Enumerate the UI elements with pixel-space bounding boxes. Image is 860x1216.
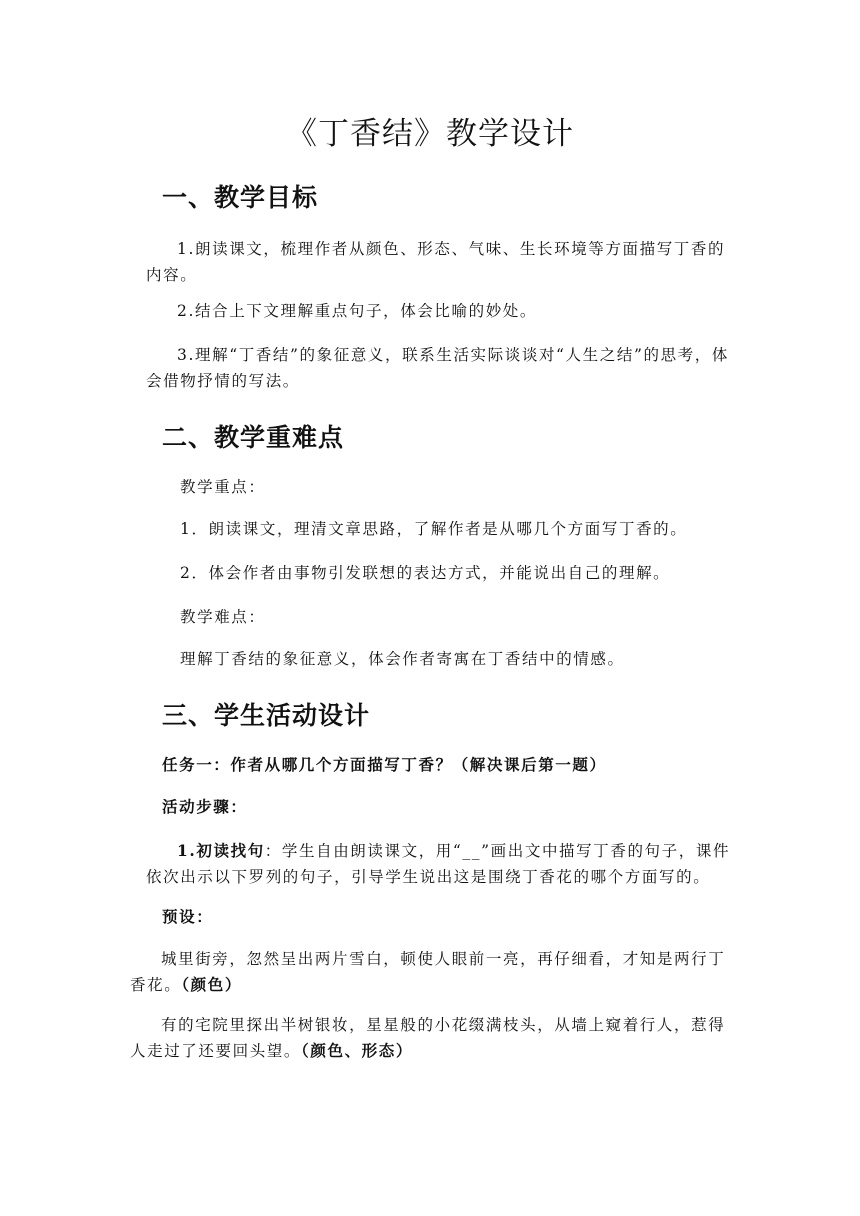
key-point-item-1: 1．朗读课文，理清文章思路，了解作者是从哪几个方面写丁香的。 xyxy=(180,520,688,538)
preset-1-tag: （颜色） xyxy=(181,975,242,994)
difficult-points-label: 教学难点： xyxy=(180,608,266,626)
section-heading-key-points: 二、教学重难点 xyxy=(162,423,345,452)
section-heading-objectives: 一、教学目标 xyxy=(162,183,319,212)
objective-item-3: 3.理解“丁香结”的象征意义，联系生活实际谈谈对“人生之结”的思考，体会借物抒情的写法。 xyxy=(146,346,729,390)
objective-item-2: 2.结合上下文理解重点句子，体会比喻的妙处。 xyxy=(177,302,537,320)
preset-sentence-2 xyxy=(130,1012,736,1064)
key-point-item-2: 2．体会作者由事物引发联想的表达方式，并能说出自己的理解。 xyxy=(180,564,671,582)
key-points-label: 教学重点： xyxy=(180,478,266,496)
difficult-point-text: 理解丁香结的象征意义，体会作者寄寓在丁香结中的情感。 xyxy=(180,650,625,668)
step-1-title: 1.初读找句 xyxy=(177,841,265,860)
preset-1-text: 城里街旁，忽然呈出两片雪白，顿使人眼前一亮，再仔细看，才知是两行丁香花。 xyxy=(130,950,726,994)
step-1-text: ：学生自由朗读课文，用“__”画出文中描写丁香的句子，课件依次出示以下罗列的句子，引导学生说出这是围绕丁香花的哪个方面写的。 xyxy=(146,842,731,886)
preset-2-text: 有的宅院里探出半树银妆，星星般的小花缀满枝头，从墙上窥着行人，惹得人走过了还要回头望。 xyxy=(130,1016,726,1060)
preset-2-tag: （颜色、形态） xyxy=(301,1041,413,1060)
task-1-heading: 任务一：作者从哪几个方面描写丁香？（解决课后第一题） xyxy=(162,755,607,774)
preset-sentence-1 xyxy=(130,946,736,998)
section-heading-activities: 三、学生活动设计 xyxy=(162,701,371,730)
document-title: 《丁香结》教学设计 xyxy=(286,116,574,152)
objective-item-1: 1.朗读课文，梳理作者从颜色、形态、气味、生长环境等方面描写丁香的内容。 xyxy=(146,240,726,284)
activity-steps-label: 活动步骤： xyxy=(162,797,248,816)
preset-label: 预设： xyxy=(162,907,214,926)
step-1-paragraph xyxy=(146,838,736,890)
